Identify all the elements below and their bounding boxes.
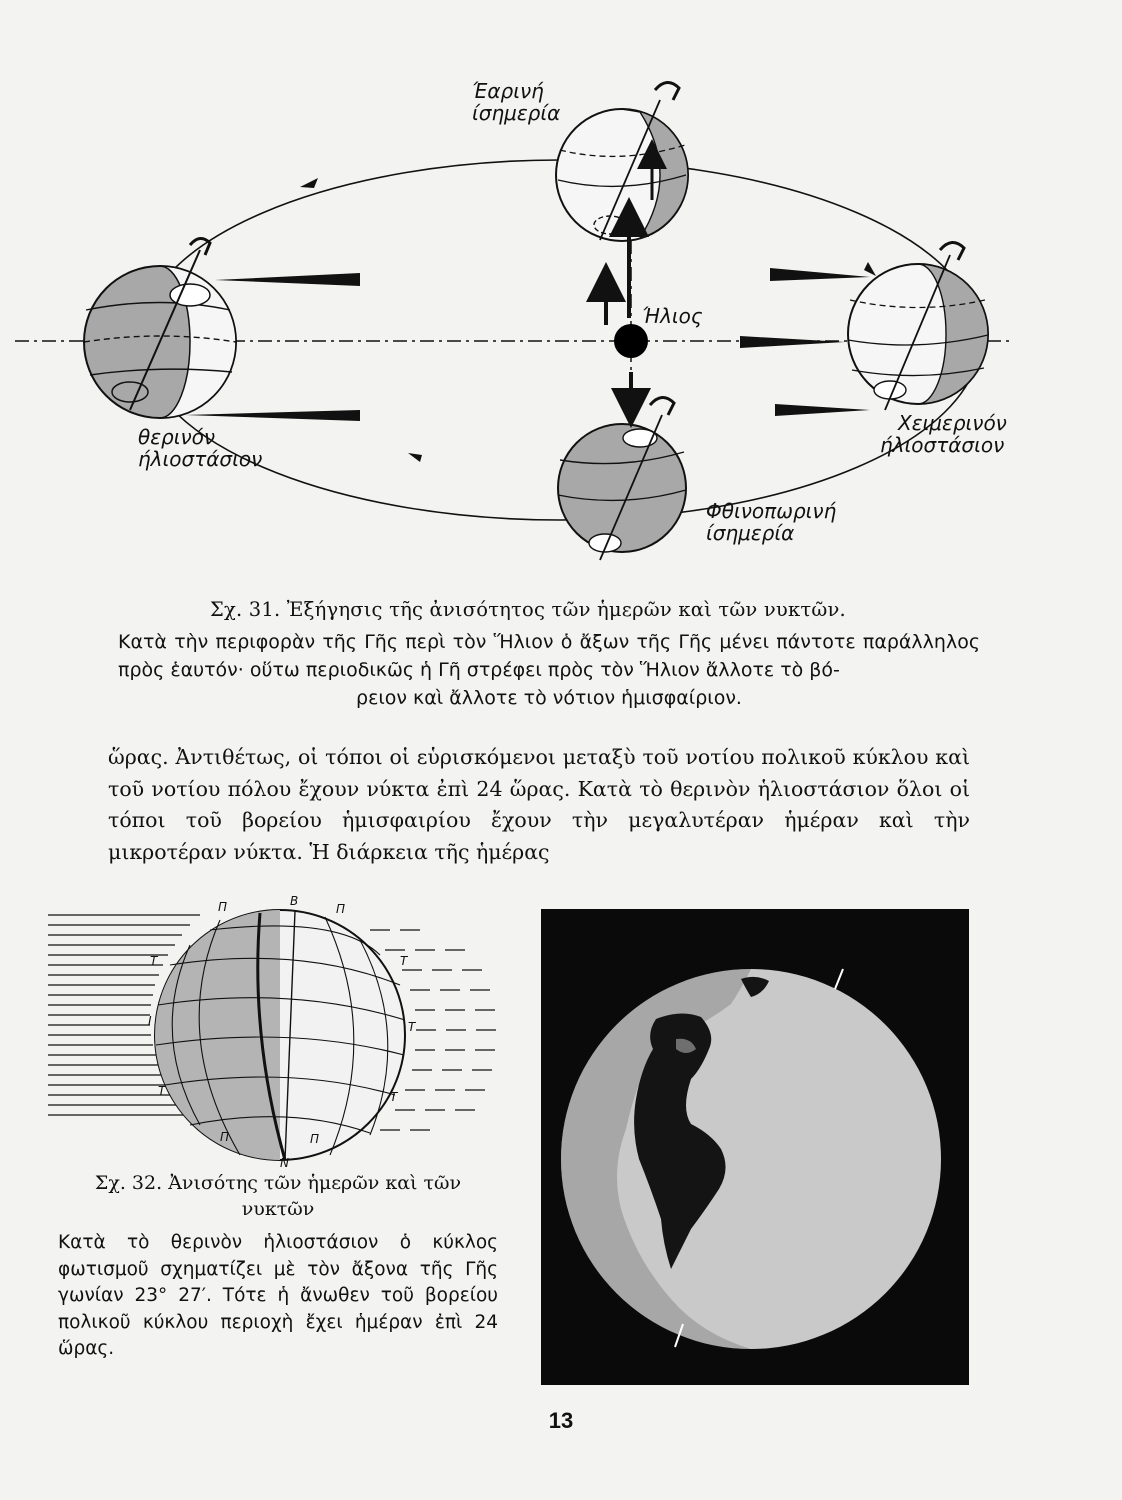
- body-paragraph: ὥρας. Ἀντιθέτως, οἱ τόποι οἱ εὑρισκόμενοι μεταξὺ τοῦ νοτίου πολικοῦ κύκλου καὶ τοῦ νοτίου πόλου ἔχουν νύκτα ἐπὶ 24 ὥρας. Κατὰ τὸ θερινὸν ἡλιοστάσιον ὅλοι οἱ τόποι τοῦ βορείου ἡμισφαιρίου ἔχουν τὴν μεγαλυτέραν ἡμέραν καὶ τὴν μικροτέραν νύκτα. Ἡ διάρκεια τῆς ἡμέρας: [108, 745, 970, 864]
- figure-31-caption-last-line: ρειον καὶ ἄλλοτε τὸ νότιον ἡμισφαίριον.: [356, 687, 742, 709]
- page-number: 13: [548, 1408, 574, 1433]
- label-summer-solstice: θερινόν ήλιοστάσιον: [138, 425, 263, 471]
- label-autumn-equinox: Φθινοπωρινή ίσημερία: [706, 499, 837, 545]
- svg-text:Π: Π: [336, 902, 346, 916]
- figure-31-caption-body: Κατὰ τὴν περιφορὰν τῆς Γῆς περὶ τὸν Ἥλιον ὁ ἄξων τῆς Γῆς μένει πάντοτε παράλληλος πρὸς ἑαυτόν· οὕτω περιοδικῶς ἡ Γῆ στρέφει πρὸς τὸν Ἥλιον ἄλλοτε τὸ βό- ρειον καὶ ἄλλοτε τὸ νότιον ἡμισφαίριον.: [118, 628, 980, 712]
- figure-32-caption-title: Σχ. 32. Ἀνισότης τῶν ἡμερῶν καὶ τῶν νυκτῶν: [94, 1172, 462, 1220]
- sun-ray-right-bottom: [775, 404, 870, 416]
- sun-ray-left-bottom: [185, 410, 360, 421]
- figure-31-orbit-diagram: [0, 0, 1122, 600]
- globe-spring-equinox: [556, 82, 688, 241]
- label-sun: Ήλιος: [642, 304, 703, 328]
- letter-north: Β: [290, 894, 299, 908]
- globe-summer-solstice: [84, 238, 236, 418]
- figure-32-caption-body: Κατὰ τὸ θερινὸν ἡλιοστάσιον ὁ κύκλος φωτισμοῦ σχηματίζει μὲ τὸν ἄξονα τῆς Γῆς γωνίαν 23° 27′. Τότε ἡ ἄνωθεν τοῦ βορείου πολικοῦ κύκλου περιοχὴ ἔχει ἡμέραν ἐπὶ 24 ὥρας.: [58, 1232, 498, 1359]
- svg-text:Τ: Τ: [158, 1084, 166, 1098]
- svg-text:Τ: Τ: [400, 954, 408, 968]
- orbit-arrow-right: [864, 262, 876, 276]
- figure-32-daylight-diagram: [40, 894, 520, 1170]
- label-spring-equinox: Έαρινή ίσημερία: [472, 79, 561, 125]
- orbit-arrow-top: [300, 178, 318, 188]
- figure-31-caption-title: Σχ. 31. Ἐξήγησις τῆς ἀνισότητος τῶν ἡμερῶν καὶ τῶν νυκτῶν.: [210, 598, 846, 621]
- sun-ray-right-top: [770, 268, 870, 281]
- svg-text:Τ: Τ: [390, 1090, 398, 1104]
- svg-text:Τ: Τ: [408, 1020, 416, 1034]
- svg-text:Π: Π: [220, 1130, 230, 1144]
- svg-text:Ι: Ι: [148, 1014, 152, 1028]
- label-winter-solstice: Χειμερινόν ήλιοστάσιον: [880, 411, 1007, 457]
- sun-ray-left-top: [215, 273, 360, 286]
- letter-south: Ν: [280, 1156, 289, 1170]
- sun-ray-right-middle: [740, 336, 845, 348]
- svg-text:Π: Π: [218, 900, 228, 914]
- earth-photograph: [541, 909, 969, 1385]
- sun-disc: [614, 324, 648, 358]
- orbit-arrow-bottom: [408, 453, 422, 462]
- svg-text:Τ: Τ: [150, 954, 158, 968]
- svg-text:Π: Π: [310, 1132, 320, 1146]
- globe-autumn-equinox: [558, 397, 686, 560]
